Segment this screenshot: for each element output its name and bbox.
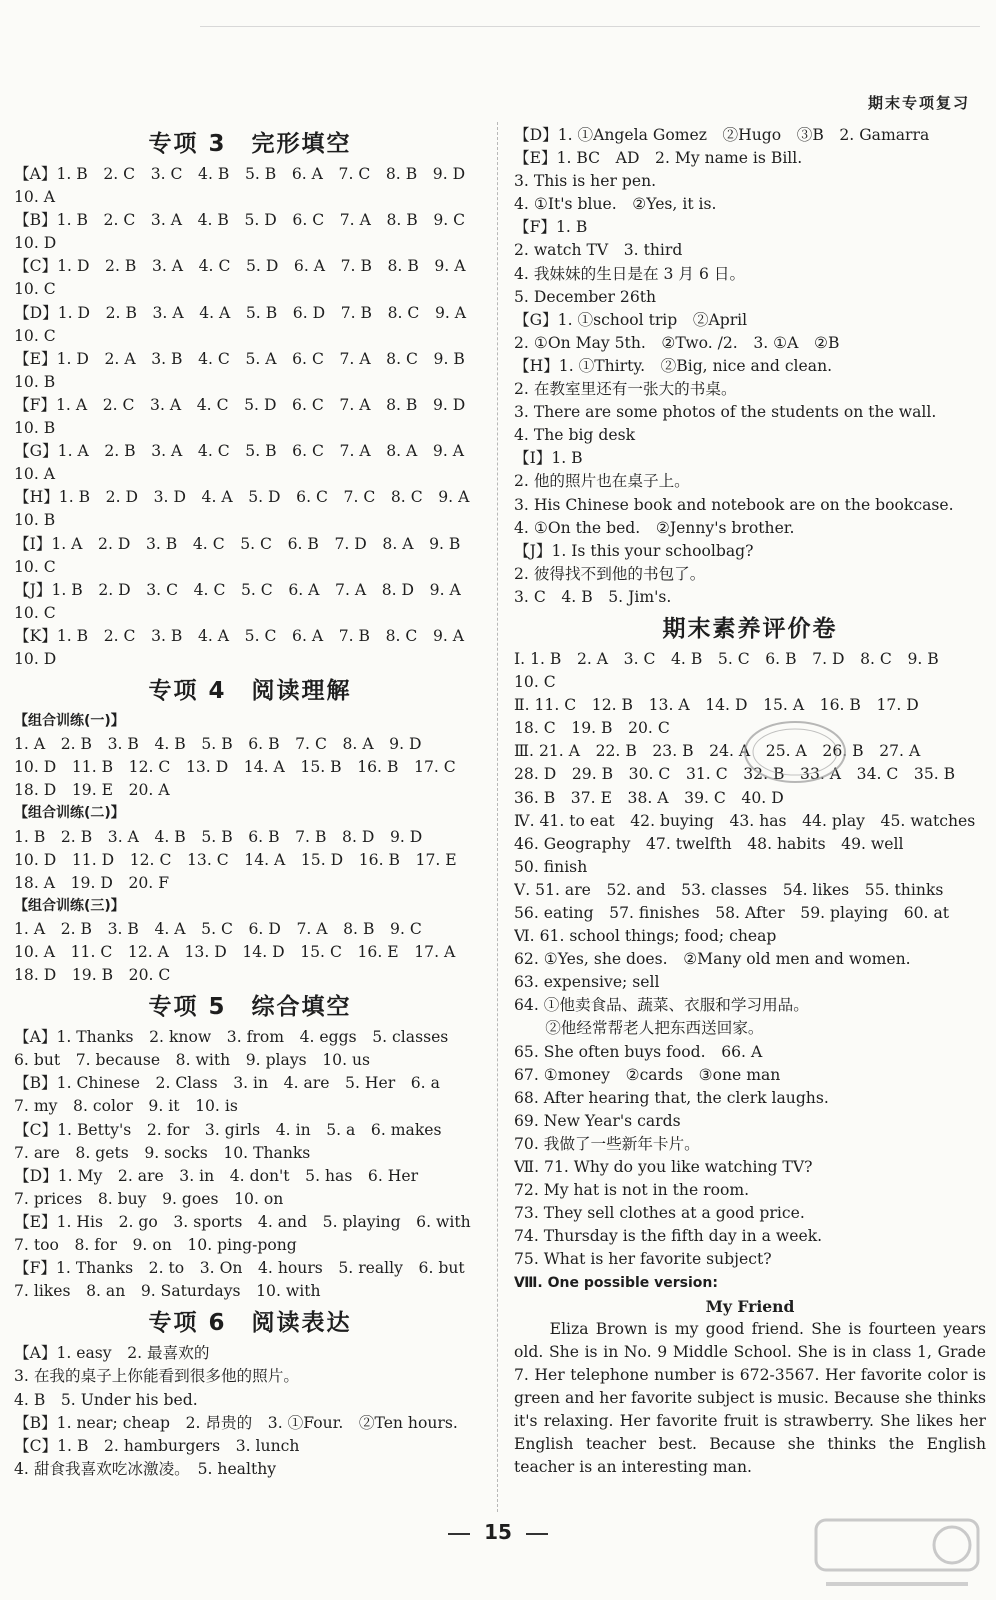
answer-line: 3. 在我的桌子上你能看到很多他的照片。: [14, 1367, 299, 1386]
answer-line: ②他经常帮老人把东西送回家。: [514, 1019, 764, 1038]
answer-line: 10. C: [14, 603, 56, 622]
answer-line: Ⅳ. 41. to eat 42. buying 43. has 44. play 45. watches: [514, 811, 976, 830]
answer-line: 【B】1. near; cheap 2. 昂贵的 3. ①Four. ②Ten hours.: [14, 1413, 458, 1432]
answer-line: 3. His Chinese book and notebook are on the bookcase.: [514, 495, 954, 514]
left-column: [14, 124, 486, 1481]
footer-dash-right: [526, 1533, 548, 1535]
answer-line: 74. Thursday is the fifth day in a week.: [514, 1227, 823, 1246]
answer-line: 【F】1. Thanks 2. to 3. On 4. hours 5. really 6. but: [14, 1259, 465, 1278]
essay-paragraph: Eliza Brown is my good friend. She is fourteen years old. She is in No. 9 Middle School. She is in class 1, Grade 7. Her telephone number is 672-3567. Her favorite color is green and her favorite subject is music. Because she thinks it's relaxing. Her favorite fruit is strawberry. She likes her English teacher best. Because she thinks the English teacher is an interesting man.: [514, 1319, 986, 1477]
watermark-logo: [812, 1516, 982, 1598]
right-column: [514, 124, 986, 1479]
answer-line: 【G】1. ①school trip ②April: [514, 310, 748, 329]
answer-line: 【C】1. D 2. B 3. A 4. C 5. D 6. A 7. B 8. B 9. A: [14, 257, 466, 276]
answer-line: 【I】1. A 2. D 3. B 4. C 5. C 6. B 7. D 8. A 9. B: [14, 534, 461, 553]
subheading: 【组合训练(二)】: [14, 805, 125, 822]
answer-line: 5. December 26th: [514, 287, 657, 306]
answer-line: 7. my 8. color 9. it 10. is: [14, 1097, 238, 1116]
answer-line: 【A】1. easy 2. 最喜欢的: [14, 1344, 210, 1363]
answer-line: 3. This is her pen.: [514, 172, 657, 191]
section-heading: 专项 5 综合填空: [148, 994, 352, 1021]
answer-line: 【D】1. D 2. B 3. A 4. A 5. B 6. D 7. B 8. C 9. A: [14, 303, 467, 322]
answer-line: 1. B 2. B 3. A 4. B 5. B 6. B 7. B 8. D 9. D: [14, 827, 423, 846]
answer-line: 【E】1. BC AD 2. My name is Bill.: [514, 149, 803, 168]
answer-line: 3. C 4. B 5. Jim's.: [514, 587, 672, 606]
section-heading: 期末素养评价卷: [662, 615, 838, 642]
section-heading: 专项 3 完形填空: [148, 131, 352, 157]
answer-line: 【B】1. Chinese 2. Class 3. in 4. are 5. Her 6. a: [14, 1074, 440, 1093]
answer-line: 7. prices 8. buy 9. goes 10. on: [14, 1189, 284, 1208]
answer-line: Ⅰ. 1. B 2. A 3. C 4. B 5. C 6. B 7. D 8. C 9. B: [514, 649, 939, 668]
answer-line: 62. ①Yes, she does. ②Many old men and women.: [514, 950, 911, 969]
answer-line: 7. too 8. for 9. on 10. ping-pong: [14, 1236, 297, 1255]
answer-line: 【A】1. Thanks 2. know 3. from 4. eggs 5. classes: [14, 1028, 449, 1047]
answer-line: 64. ①他卖食品、蔬菜、衣服和学习用品。: [514, 996, 809, 1015]
top-rule: [200, 26, 980, 27]
answer-line: 73. They sell clothes at a good price.: [514, 1204, 805, 1223]
answer-line: 10. B: [14, 511, 56, 530]
answer-line: 4. ①It's blue. ②Yes, it is.: [514, 195, 717, 214]
answer-line: 18. A 19. D 20. F: [14, 873, 170, 892]
answer-line: 【C】1. Betty's 2. for 3. girls 4. in 5. a 6. makes: [14, 1120, 442, 1139]
section-heading: 专项 4 阅读理解: [148, 678, 352, 705]
answer-line: Ⅴ. 51. are 52. and 53. classes 54. likes 55. thinks: [514, 880, 944, 899]
answer-line: 3. There are some photos of the students on the wall.: [514, 403, 937, 422]
answer-line: 4. ①On the bed. ②Jenny's brother.: [514, 518, 795, 537]
subheading: 【组合训练(一)】: [14, 713, 125, 730]
answer-line: 【F】1. A 2. C 3. A 4. C 5. D 6. C 7. A 8. B 9. D: [14, 395, 466, 414]
column-divider: [497, 122, 498, 1512]
answer-line: 【H】1. ①Thirty. ②Big, nice and clean.: [514, 356, 833, 375]
answer-line: 18. D 19. E 20. A: [14, 781, 170, 800]
answer-line: 7. are 8. gets 9. socks 10. Thanks: [14, 1143, 311, 1162]
footer-dash-left: [448, 1533, 470, 1535]
answer-line: 【D】1. ①Angela Gomez ②Hugo ③B 2. Gamarra: [514, 126, 930, 144]
answer-line: 75. What is her favorite subject?: [514, 1250, 772, 1269]
answer-line: 【A】1. B 2. C 3. C 4. B 5. B 6. A 7. C 8. B 9. D: [14, 165, 466, 183]
answer-line: 【G】1. A 2. B 3. A 4. C 5. B 6. C 7. A 8. A 9. A: [14, 442, 464, 461]
answer-line: 10. A 11. C 12. A 13. D 14. D 15. C 16. E 17. A: [14, 943, 456, 961]
answer-line: 10. C: [14, 326, 56, 345]
section-heading: 专项 6 阅读表达: [148, 1310, 352, 1337]
answer-line: 4. The big desk: [514, 426, 636, 445]
answer-line: Ⅵ. 61. school things; food; cheap: [514, 927, 777, 946]
answer-line: 【J】1. Is this your schoolbag?: [514, 541, 754, 560]
answer-line: 10. D 11. D 12. C 13. C 14. A 15. D 16. B 17. E: [14, 850, 457, 869]
answer-line: 18. D 19. B 20. C: [14, 966, 171, 985]
subheading: Ⅷ. One possible version:: [514, 1274, 718, 1291]
answer-line: Ⅱ. 11. C 12. B 13. A 14. D 15. A 16. B 17. D: [514, 696, 919, 715]
answer-line: 10. A: [14, 188, 56, 207]
answer-line: 63. expensive; sell: [514, 973, 660, 992]
answer-line: 4. B 5. Under his bed.: [14, 1390, 198, 1409]
answer-line: 2. 他的照片也在桌子上。: [514, 472, 690, 491]
page-number: 15: [484, 1520, 512, 1544]
answer-line: 【I】1. B: [514, 449, 583, 468]
answer-line: 69. New Year's cards: [514, 1111, 681, 1130]
answer-line: 【C】1. B 2. hamburgers 3. lunch: [14, 1436, 300, 1455]
answer-line: Ⅲ. 21. A 22. B 23. B 24. A 25. A 26. B 27. A: [514, 742, 921, 761]
answer-line: 7. likes 8. an 9. Saturdays 10. with: [14, 1282, 321, 1301]
answer-line: 2. watch TV 3. third: [514, 241, 683, 260]
answer-line: 46. Geography 47. twelfth 48. habits 49. well: [514, 834, 904, 853]
answer-line: 10. D: [14, 234, 57, 253]
answer-line: 28. D 29. B 30. C 31. C 32. B 33. A 34. C 35. B: [514, 765, 956, 784]
answer-line: 【H】1. B 2. D 3. D 4. A 5. D 6. C 7. C 8. C 9. A: [14, 488, 470, 507]
answer-line: 【F】1. B: [514, 218, 588, 237]
essay-title: My Friend: [705, 1296, 795, 1316]
answer-line: 10. D 11. B 12. C 13. D 14. A 15. B 16. B 17. C: [14, 758, 456, 777]
answer-line: 【D】1. My 2. are 3. in 4. don't 5. has 6. Her: [14, 1166, 419, 1185]
answer-line: 10. C: [514, 673, 556, 692]
answer-line: 67. ①money ②cards ③one man: [514, 1065, 781, 1084]
answer-line: 【K】1. B 2. C 3. B 4. A 5. C 6. A 7. B 8. C 9. A: [14, 626, 465, 645]
answer-line: 72. My hat is not in the room.: [514, 1181, 750, 1200]
answer-line: 10. C: [14, 557, 56, 576]
answer-line: 6. but 7. because 8. with 9. plays 10. us: [14, 1051, 371, 1070]
answer-line: 2. 在教室里还有一张大的书桌。: [514, 380, 737, 399]
answer-line: 1. A 2. B 3. B 4. B 5. B 6. B 7. C 8. A 9. D: [14, 735, 422, 754]
answer-line: 56. eating 57. finishes 58. After 59. playing 60. at: [514, 904, 950, 922]
answer-line: 1. A 2. B 3. B 4. A 5. C 6. D 7. A 8. B 9. C: [14, 919, 422, 938]
stamp-seal: [740, 716, 850, 788]
answer-line: 18. C 19. B 20. C: [514, 719, 670, 738]
answer-line: 10. B: [14, 372, 56, 391]
answer-line: 2. ①On May 5th. ②Two. /2. 3. ①A ②B: [514, 333, 840, 352]
subheading: 【组合训练(三)】: [14, 897, 125, 914]
answer-line: 2. 彼得找不到他的书包了。: [514, 564, 706, 583]
answer-line: 10. A: [14, 465, 56, 484]
answer-line: 【B】1. B 2. C 3. A 4. B 5. D 6. C 7. A 8. B 9. C: [14, 211, 466, 230]
answer-line: 【E】1. His 2. go 3. sports 4. and 5. playing 6. with: [14, 1212, 471, 1231]
answer-line: 50. finish: [514, 857, 588, 876]
answer-line: 【J】1. B 2. D 3. C 4. C 5. C 6. A 7. A 8. D 9. A: [14, 580, 461, 599]
answer-line: 70. 我做了一些新年卡片。: [514, 1134, 700, 1153]
page-header: 期末专项复习: [867, 94, 970, 112]
answer-line: 4. 我妹妹的生日是在 3 月 6 日。: [514, 264, 746, 283]
answer-line: 68. After hearing that, the clerk laughs.: [514, 1088, 829, 1107]
answer-line: 65. She often buys food. 66. A: [514, 1042, 763, 1061]
answer-line: 36. B 37. E 38. A 39. C 40. D: [514, 788, 784, 807]
answer-line: 4. 甜食我喜欢吃冰激凌。 5. healthy: [14, 1459, 277, 1478]
answer-line: Ⅶ. 71. Why do you like watching TV?: [514, 1158, 813, 1177]
answer-line: 10. D: [14, 649, 57, 668]
answer-line: 10. C: [14, 280, 56, 299]
answer-line: 10. B: [14, 419, 56, 438]
answer-line: 【E】1. D 2. A 3. B 4. C 5. A 6. C 7. A 8. C 9. B: [14, 349, 465, 368]
